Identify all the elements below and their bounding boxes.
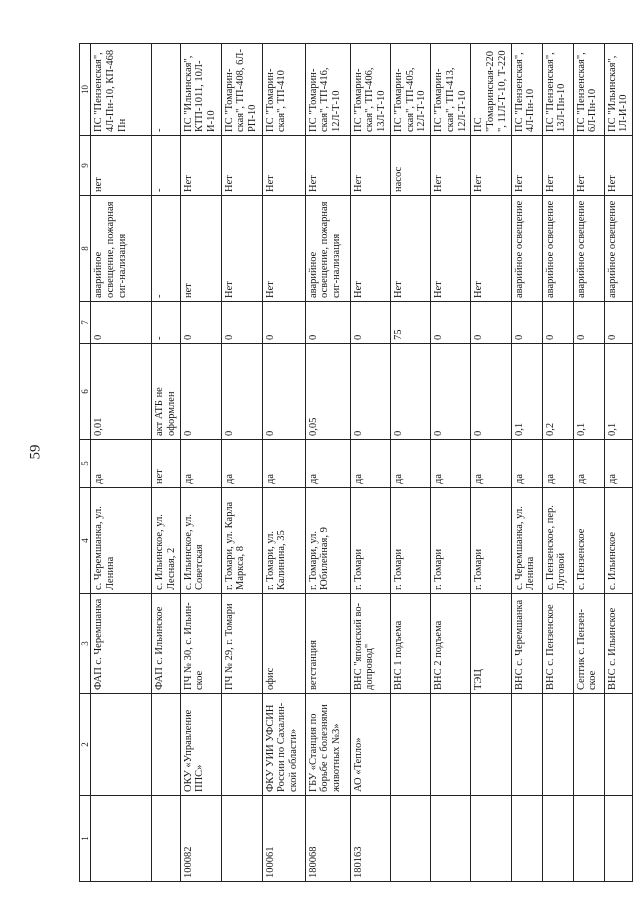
cell-equipment: Нет xyxy=(471,196,511,302)
cell-supply-source: ПС "Томарин-ская", ТП-410 xyxy=(262,44,305,136)
cell-address: с. Пензенское xyxy=(573,488,604,594)
cell-code xyxy=(511,796,542,882)
power-consumers-table xyxy=(79,43,633,882)
cell-reserve: насос xyxy=(390,136,430,196)
cell-equipment: аварийное освещение xyxy=(542,196,573,302)
cell-address: г. Томари xyxy=(471,488,511,594)
cell-organization xyxy=(152,694,181,796)
column-number-row xyxy=(80,44,91,882)
column-number: 6 xyxy=(80,344,91,440)
cell-object: Септик с. Пензен-ское xyxy=(573,594,604,694)
cell-supply-source: ПС "Томарин-ская", ТП-408, 6Л-РП-10 xyxy=(221,44,262,136)
cell-organization: ОКУ «Управление ППС» xyxy=(180,694,221,796)
cell-reserve: Нет xyxy=(431,136,471,196)
cell-organization: ФКУ УИИ УФСИН России по Сахалин-ской области» xyxy=(262,694,305,796)
cell-flag: да xyxy=(573,440,604,488)
cell-supply-source: ПС "Томарин-ская", ТП-405, 12Л-Т-10 xyxy=(390,44,430,136)
cell-equipment: аварийное освещение, пожарная сиг-нализация xyxy=(305,196,350,302)
table-row xyxy=(542,44,573,882)
cell-object: офис xyxy=(262,594,305,694)
cell-flag: да xyxy=(91,440,152,488)
cell-reserve: Нет xyxy=(604,136,633,196)
cell-address: с. Пензенское, пер. Луговой xyxy=(542,488,573,594)
cell-equipment: Нет xyxy=(350,196,390,302)
cell-value: 0,1 xyxy=(604,344,633,440)
cell-supply-source: ПС "Томарин-ская", ТП-413, 12Л-Т-10 xyxy=(431,44,471,136)
cell-code: 180068 xyxy=(305,796,350,882)
cell-load: 0 xyxy=(542,302,573,344)
cell-organization: ГБУ «Станция по борьбе с болезнями животных №3» xyxy=(305,694,350,796)
column-number: 1 xyxy=(80,796,91,882)
cell-organization xyxy=(573,694,604,796)
column-number: 9 xyxy=(80,136,91,196)
cell-object: ВНС с. Ильинское xyxy=(604,594,633,694)
cell-object: ФАП с. Черемшанка xyxy=(91,594,152,694)
cell-code xyxy=(542,796,573,882)
cell-reserve: нет xyxy=(91,136,152,196)
cell-reserve: Нет xyxy=(262,136,305,196)
cell-code xyxy=(152,796,181,882)
cell-load: 0 xyxy=(180,302,221,344)
cell-reserve: Нет xyxy=(511,136,542,196)
cell-object: ВНС 1 подъема xyxy=(390,594,430,694)
cell-equipment: - xyxy=(152,196,181,302)
cell-equipment: Нет xyxy=(262,196,305,302)
cell-object: ПЧ № 29, г. Томари xyxy=(221,594,262,694)
cell-organization xyxy=(221,694,262,796)
cell-organization xyxy=(471,694,511,796)
cell-address: с. Ильинское xyxy=(604,488,633,594)
column-number: 5 xyxy=(80,440,91,488)
table-row xyxy=(350,44,390,882)
cell-value: 0,01 xyxy=(91,344,152,440)
cell-reserve: Нет xyxy=(350,136,390,196)
cell-code xyxy=(91,796,152,882)
cell-load: 0 xyxy=(573,302,604,344)
cell-address: г. Томари xyxy=(390,488,430,594)
cell-code: 180163 xyxy=(350,796,390,882)
cell-flag: да xyxy=(542,440,573,488)
cell-reserve: Нет xyxy=(305,136,350,196)
table-row xyxy=(471,44,511,882)
table-row xyxy=(180,44,221,882)
cell-load: 0 xyxy=(350,302,390,344)
table-row xyxy=(390,44,430,882)
cell-supply-source: ПС "Пензенская", 13Л-Пн-10 xyxy=(542,44,573,136)
cell-address: с. Черемшанка, ул. Ленина xyxy=(91,488,152,594)
cell-organization xyxy=(604,694,633,796)
cell-supply-source: ПС "Ильинская", КТП-1011, 10Л-И-10 xyxy=(180,44,221,136)
cell-reserve: Нет xyxy=(573,136,604,196)
table-row xyxy=(573,44,604,882)
cell-organization xyxy=(511,694,542,796)
cell-address: г. Томари, ул. Карла Маркса, 8 xyxy=(221,488,262,594)
table-row xyxy=(221,44,262,882)
cell-flag: да xyxy=(305,440,350,488)
cell-organization xyxy=(431,694,471,796)
cell-equipment: аварийное освещение xyxy=(604,196,633,302)
cell-reserve: Нет xyxy=(180,136,221,196)
table-row xyxy=(152,44,181,882)
cell-code: 100061 xyxy=(262,796,305,882)
cell-value: 0,2 xyxy=(542,344,573,440)
cell-value: 0 xyxy=(471,344,511,440)
column-number: 8 xyxy=(80,196,91,302)
cell-flag: да xyxy=(431,440,471,488)
cell-address: с. Ильинское, ул. Лесная, 2 xyxy=(152,488,181,594)
cell-object: ТЭЦ xyxy=(471,594,511,694)
cell-object: ВНС 2 подъема xyxy=(431,594,471,694)
cell-equipment: аварийное освещение xyxy=(511,196,542,302)
cell-organization xyxy=(91,694,152,796)
cell-load: 0 xyxy=(305,302,350,344)
cell-address: г. Томари xyxy=(350,488,390,594)
column-number: 7 xyxy=(80,302,91,344)
cell-code xyxy=(471,796,511,882)
cell-load: 0 xyxy=(471,302,511,344)
cell-supply-source: ПС "Томаринская-220", 11Л-Т-10, Т-220 xyxy=(471,44,511,136)
cell-address: г. Томари xyxy=(431,488,471,594)
cell-value: 0 xyxy=(180,344,221,440)
cell-reserve: - xyxy=(152,136,181,196)
table-row xyxy=(305,44,350,882)
cell-equipment: аварийное освещение xyxy=(573,196,604,302)
cell-equipment: Нет xyxy=(390,196,430,302)
cell-organization xyxy=(390,694,430,796)
cell-value: 0 xyxy=(262,344,305,440)
cell-object: ВНС "японский во-допровод" xyxy=(350,594,390,694)
cell-reserve: Нет xyxy=(542,136,573,196)
cell-equipment: аварийное освещение, пожарная сиг-нализация xyxy=(91,196,152,302)
cell-code: 100082 xyxy=(180,796,221,882)
cell-flag: да xyxy=(511,440,542,488)
column-number: 10 xyxy=(80,44,91,136)
cell-flag: да xyxy=(390,440,430,488)
cell-address: с. Черемшанка, ул. Ленина xyxy=(511,488,542,594)
cell-reserve: Нет xyxy=(471,136,511,196)
cell-object: ВНС с. Черемшанка xyxy=(511,594,542,694)
cell-object: ветстанция xyxy=(305,594,350,694)
cell-supply-source: ПС "Ильинская", 1Л-И-10 xyxy=(604,44,633,136)
table-row xyxy=(604,44,633,882)
table-body xyxy=(91,44,633,882)
cell-flag: да xyxy=(221,440,262,488)
cell-supply-source: ПС "Пензенская", 4Л-Пн-10 xyxy=(511,44,542,136)
cell-flag: нет xyxy=(152,440,181,488)
cell-supply-source: ПС "Пензенская", 4Л-Пн-10, КП-468 Пн xyxy=(91,44,152,136)
cell-code xyxy=(221,796,262,882)
cell-address: г. Томари, ул. Юбилейная, 9 xyxy=(305,488,350,594)
cell-address: г. Томари, ул. Калинина, 35 xyxy=(262,488,305,594)
cell-load: 75 xyxy=(390,302,430,344)
cell-flag: да xyxy=(604,440,633,488)
cell-object: ВНС с. Пензенское xyxy=(542,594,573,694)
cell-organization: АО «Тепло» xyxy=(350,694,390,796)
rotated-table-wrapper xyxy=(79,44,639,882)
table-row xyxy=(91,44,152,882)
table-row xyxy=(262,44,305,882)
cell-organization xyxy=(542,694,573,796)
cell-load: 0 xyxy=(221,302,262,344)
cell-load: 0 xyxy=(511,302,542,344)
column-number: 3 xyxy=(80,594,91,694)
cell-load: 0 xyxy=(604,302,633,344)
cell-load: 0 xyxy=(431,302,471,344)
cell-equipment: Нет xyxy=(431,196,471,302)
cell-value: 0,1 xyxy=(511,344,542,440)
cell-value: 0 xyxy=(431,344,471,440)
cell-object: ФАП с. Ильинское xyxy=(152,594,181,694)
cell-flag: да xyxy=(180,440,221,488)
cell-value: 0 xyxy=(390,344,430,440)
cell-load: 0 xyxy=(262,302,305,344)
cell-supply-source: ПС "Томарин-ская", ТП-416, 12Л-Т-10 xyxy=(305,44,350,136)
cell-flag: да xyxy=(262,440,305,488)
cell-code xyxy=(604,796,633,882)
column-number: 2 xyxy=(80,694,91,796)
cell-value: 0 xyxy=(350,344,390,440)
table-row xyxy=(511,44,542,882)
cell-equipment: Нет xyxy=(221,196,262,302)
cell-supply-source: ПС "Пензенская", 6Л-Пн-10 xyxy=(573,44,604,136)
cell-flag: да xyxy=(471,440,511,488)
cell-equipment: нет xyxy=(180,196,221,302)
cell-code xyxy=(431,796,471,882)
cell-supply-source: - xyxy=(152,44,181,136)
cell-load: 0 xyxy=(91,302,152,344)
cell-value: акт АТБ не оформлен xyxy=(152,344,181,440)
page-number: 59 xyxy=(27,444,44,460)
cell-value: 0,05 xyxy=(305,344,350,440)
cell-supply-source: ПС "Томарин-ская", ТП-406, 13Л-Т-10 xyxy=(350,44,390,136)
cell-address: с. Ильинское, ул. Советская xyxy=(180,488,221,594)
cell-value: 0 xyxy=(221,344,262,440)
cell-flag: да xyxy=(350,440,390,488)
cell-object: ПЧ № 30, с. Ильин-ское xyxy=(180,594,221,694)
column-number: 4 xyxy=(80,488,91,594)
cell-value: 0,1 xyxy=(573,344,604,440)
cell-reserve: Нет xyxy=(221,136,262,196)
cell-load: - xyxy=(152,302,181,344)
table-row xyxy=(431,44,471,882)
cell-code xyxy=(573,796,604,882)
cell-code xyxy=(390,796,430,882)
